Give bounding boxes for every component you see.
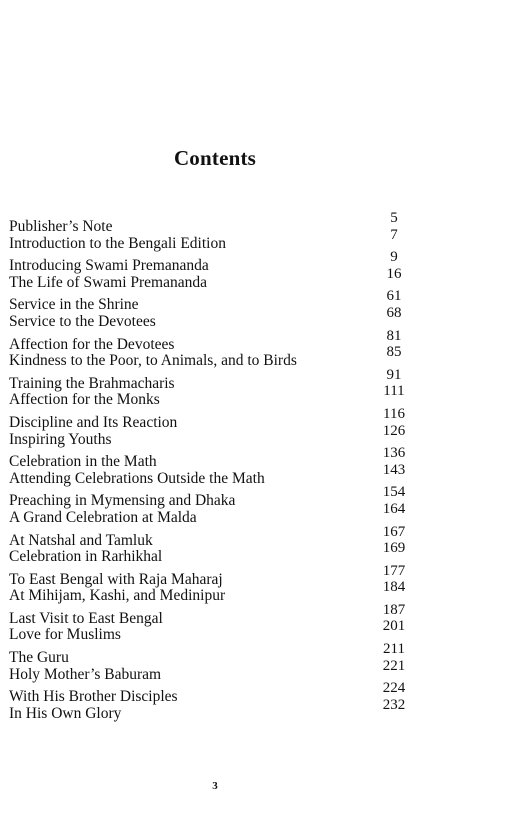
toc-entry-page: 85 [386,344,402,361]
toc-entry-page: 164 [382,500,406,517]
toc-entry-page: 167 [382,523,406,540]
toc-entry-title: A Grand Celebration at Malda [9,508,197,526]
toc-entry-page: 154 [382,484,406,501]
toc-entry-title: Service to the Devotees [9,312,156,330]
toc-entry-title: To East Bengal with Raja Maharaj [9,570,223,588]
toc-entry-page: 68 [386,304,402,321]
toc-entry-title: Last Visit to East Bengal [9,609,163,627]
toc-entry-title: Kindness to the Poor, to Animals, and to Birds [9,352,297,370]
toc-entry-title: Affection for the Monks [9,391,160,409]
toc-entry-page: 211 [383,641,405,658]
toc-entry-page: 5 [390,210,398,226]
contents-heading: Contents [173,146,257,170]
toc-entry-title: Publisher’s Note [9,218,113,235]
toc-entry-page: 201 [382,618,406,635]
toc-entry-page: 116 [383,405,405,422]
toc-entry-page: 177 [382,562,406,579]
toc-entry-title: Celebration in Rarhikhal [9,548,163,566]
toc-entry-page: 9 [390,249,398,266]
toc-entry-title: The Guru [9,649,69,667]
toc-entry-title: At Mihijam, Kashi, and Medinipur [9,587,226,605]
toc-entry-page: 61 [386,288,402,305]
toc-entry-page: 16 [386,265,402,282]
toc-entry-page: 143 [382,461,406,478]
toc-entry-title: Holy Mother’s Baburam [9,665,162,683]
toc-entry-title: In His Own Glory [9,704,122,722]
toc-entry-page: 169 [382,540,406,557]
toc-entry-page: 187 [382,601,406,618]
toc-entry-title: Introducing Swami Premananda [9,257,209,275]
toc-entry-page: 232 [382,696,406,713]
toc-entry-page: 91 [386,366,402,383]
toc-entry-title: Affection for the Devotees [9,335,175,353]
toc-entry-title: Training the Brahmacharis [9,374,175,392]
toc-entry-page: 221 [382,657,406,674]
toc-entry-page: 81 [386,327,402,344]
toc-entry-title: Discipline and Its Reaction [9,413,178,431]
table-of-contents [9,210,414,723]
toc-entry-page: 7 [390,226,398,243]
toc-entry-page: 126 [382,422,406,439]
toc-entry-title: Inspiring Youths [9,430,112,448]
toc-entry-title: Preaching in Mymensing and Dhaka [9,492,236,510]
toc-entry-title: Celebration in the Math [9,453,157,471]
toc-entry-title: With His Brother Disciples [9,688,178,706]
toc-entry-title: Introduction to the Bengali Edition [9,234,226,252]
toc-entry-title: At Natshal and Tamluk [9,531,153,549]
toc-entry-page: 111 [383,383,405,400]
toc-entry-page: 224 [382,680,406,697]
toc-entry-title: Attending Celebrations Outside the Math [9,469,265,487]
page-number: 3 [212,780,218,792]
toc-entry-title: Love for Muslims [9,626,121,644]
toc-entry-page: 136 [382,445,406,462]
toc-entry-title: Service in the Shrine [9,296,139,314]
toc-entry-page: 184 [382,579,406,596]
toc-entry-title: The Life of Swami Premananda [9,273,207,291]
